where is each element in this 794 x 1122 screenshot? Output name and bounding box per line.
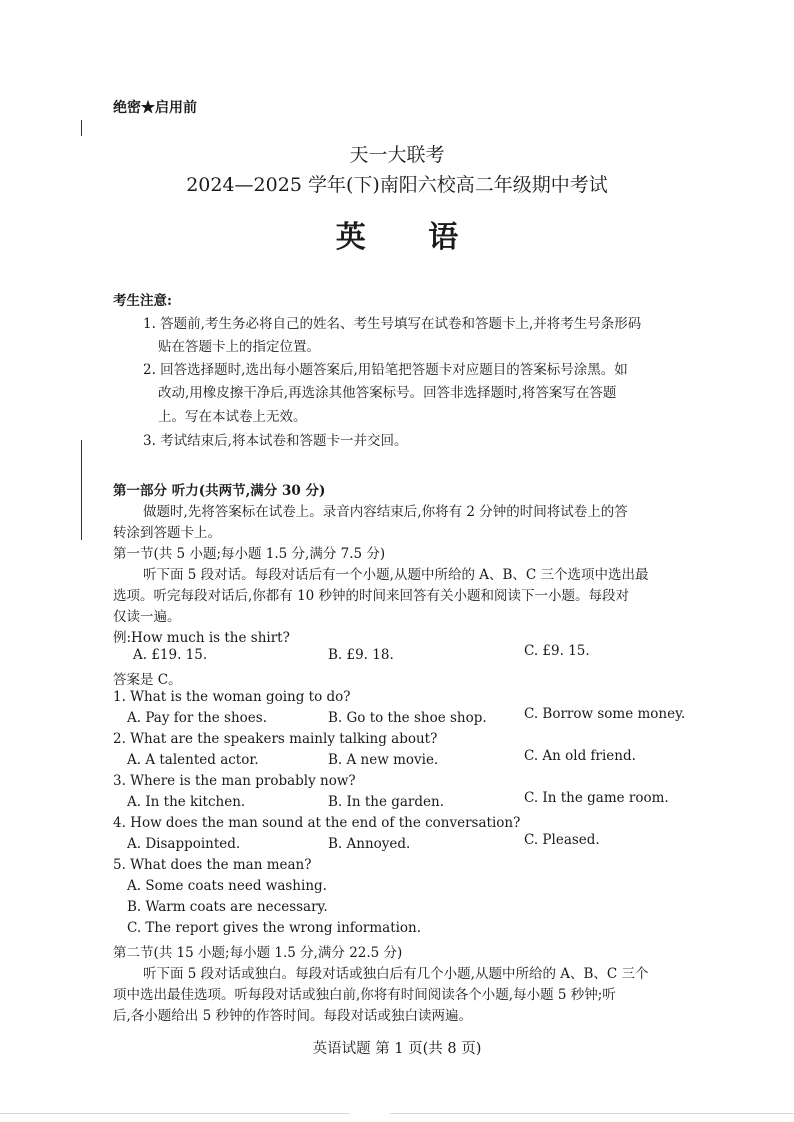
- part1-intro-line-1: 做题时,先将答案标在试卷上。录音内容结束后,你将有 2 分钟的时间将试卷上的答: [143, 504, 628, 520]
- section1-heading: 第一节(共 5 小题;每小题 1.5 分,满分 7.5 分): [113, 546, 386, 562]
- section2-intro-line-3: 后,各小题给出 5 秒钟的作答时间。每段对话或独白读两遍。: [113, 1008, 472, 1024]
- example-option-c: C. £9. 15.: [524, 643, 590, 659]
- question-5-option-c: C. The report gives the wrong information.: [127, 920, 422, 936]
- question-1-option-a: A. Pay for the shoes.: [127, 710, 268, 726]
- question-1: 1. What is the woman going to do?: [113, 689, 351, 705]
- question-2: 2. What are the speakers mainly talking about?: [113, 731, 438, 747]
- question-5-option-a: A. Some coats need washing.: [127, 878, 327, 894]
- exam-title: 2024—2025 学年(下)南阳六校高二年级期中考试: [186, 174, 608, 196]
- notice-item-1-line-1: 1. 答题前,考生务必将自己的姓名、考生号填写在试卷和答题卡上,并将考生号条形码: [143, 316, 642, 332]
- example-question: 例:How much is the shirt?: [113, 630, 290, 646]
- section1-intro-line-3: 仅读一遍。: [113, 609, 181, 625]
- section2-heading: 第二节(共 15 小题;每小题 1.5 分,满分 22.5 分): [113, 945, 403, 961]
- example-option-b: B. £9. 18.: [328, 647, 394, 663]
- question-2-option-c: C. An old friend.: [524, 748, 636, 764]
- question-2-option-b: B. A new movie.: [328, 752, 439, 768]
- exam-organizer-title: 天一大联考: [349, 144, 445, 166]
- notice-item-2-line-1: 2. 回答选择题时,选出每小题答案后,用铅笔把答题卡对应题目的答案标号涂黑。如: [143, 362, 628, 378]
- notice-heading: 考生注意:: [113, 293, 172, 309]
- question-4-option-a: A. Disappointed.: [127, 836, 241, 852]
- section2-intro-line-2: 项中选出最佳选项。听每段对话或独白前,你将有时间阅读各个小题,每小题 5 秒钟;听: [113, 987, 616, 1003]
- question-4-option-b: B. Annoyed.: [328, 836, 411, 852]
- secret-label: 绝密★启用前: [113, 100, 197, 116]
- question-1-option-b: B. Go to the shoe shop.: [328, 710, 487, 726]
- notice-item-1-line-2: 贴在答题卡上的指定位置。: [158, 339, 320, 355]
- section1-intro-line-2: 选项。听完每段对话后,你都有 10 秒钟的时间来回答有关小题和阅读下一小题。每段对: [113, 588, 630, 604]
- margin-mark-middle: [81, 440, 82, 540]
- question-3-option-b: B. In the garden.: [328, 794, 444, 810]
- question-5-option-b: B. Warm coats are necessary.: [127, 899, 328, 915]
- question-4-option-c: C. Pleased.: [524, 832, 600, 848]
- scan-edge-line-right: [390, 1113, 794, 1114]
- question-3-option-c: C. In the game room.: [524, 790, 669, 806]
- notice-item-3: 3. 考试结束后,将本试卷和答题卡一并交回。: [143, 433, 408, 449]
- margin-mark-top: [81, 120, 82, 136]
- page-footer: 英语试题 第 1 页(共 8 页): [312, 1041, 482, 1057]
- scan-edge-line-left: [0, 1113, 350, 1114]
- section2-intro-line-1: 听下面 5 段对话或独白。每段对话或独白后有几个小题,从题中所给的 A、B、C 三个: [143, 966, 649, 982]
- part1-intro-line-2: 转涂到答题卡上。: [113, 525, 221, 541]
- example-answer: 答案是 C。: [113, 672, 182, 688]
- question-5: 5. What does the man mean?: [113, 857, 312, 873]
- question-3-option-a: A. In the kitchen.: [127, 794, 246, 810]
- subject-title: 英 语: [335, 220, 485, 255]
- notice-item-2-line-3: 上。写在本试卷上无效。: [158, 409, 307, 425]
- question-4: 4. How does the man sound at the end of the conversation?: [113, 815, 521, 831]
- question-1-option-c: C. Borrow some money.: [524, 706, 686, 722]
- question-3: 3. Where is the man probably now?: [113, 773, 356, 789]
- part1-heading: 第一部分 听力(共两节,满分 30 分): [113, 483, 326, 499]
- section1-intro-line-1: 听下面 5 段对话。每段对话后有一个小题,从题中所给的 A、B、C 三个选项中选出最: [143, 567, 649, 583]
- example-option-a: A. £19. 15.: [133, 647, 208, 663]
- question-2-option-a: A. A talented actor.: [127, 752, 259, 768]
- notice-item-2-line-2: 改动,用橡皮擦干净后,再选涂其他答案标号。回答非选择题时,将答案写在答题: [158, 385, 617, 401]
